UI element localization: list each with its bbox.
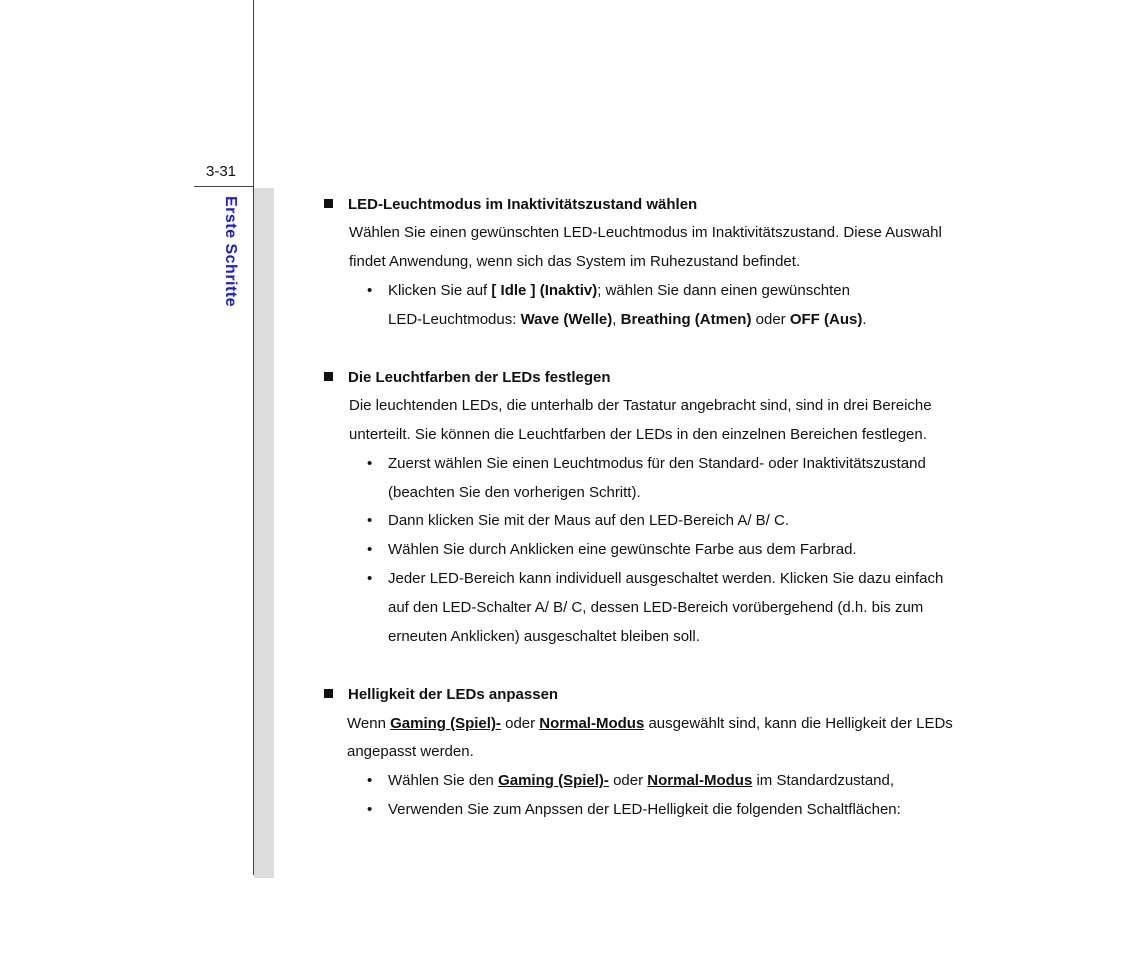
bullet-line: auf den LED-Schalter A/ B/ C, dessen LED-Bereich vorübergehend (d.h. bis zum xyxy=(388,599,924,616)
bullet-line: Jeder LED-Bereich kann individuell ausgeschaltet werden. Klicken Sie dazu einfach xyxy=(388,570,944,587)
bullet-icon: • xyxy=(367,455,373,472)
paragraph-line: angepasst werden. xyxy=(347,743,474,760)
bullet-line: (beachten Sie den vorherigen Schritt). xyxy=(388,484,641,501)
paragraph-line: Wählen Sie einen gewünschten LED-Leuchtmodus im Inaktivitätszustand. Diese Auswahl xyxy=(349,224,942,241)
bullet-line: Zuerst wählen Sie einen Leuchtmodus für den Standard- oder Inaktivitätszustand xyxy=(388,455,926,472)
bullet-icon: • xyxy=(367,541,373,558)
bullet-line: LED-Leuchtmodus: Wave (Welle), Breathing (Atmen) oder OFF (Aus). xyxy=(388,311,867,328)
bullet-line: Wählen Sie den Gaming (Spiel)- oder Normal-Modus im Standardzustand, xyxy=(388,772,895,789)
paragraph-line: findet Anwendung, wenn sich das System im Ruhezustand befindet. xyxy=(349,253,801,270)
bullet-line: erneuten Anklicken) ausgeschaltet bleiben soll. xyxy=(388,628,700,645)
bullet-line: Verwenden Sie zum Anpssen der LED-Helligkeit die folgenden Schaltflächen: xyxy=(388,801,901,818)
bullet-line: Klicken Sie auf [ Idle ] (Inaktiv); wählen Sie dann einen gewünschten xyxy=(388,282,850,299)
bullet-line: Wählen Sie durch Anklicken eine gewünschte Farbe aus dem Farbrad. xyxy=(388,541,857,558)
square-bullet-icon xyxy=(324,689,333,698)
square-bullet-icon xyxy=(324,199,333,208)
square-bullet-icon xyxy=(324,372,333,381)
bullet-icon: • xyxy=(367,512,373,529)
section-heading-text: Helligkeit der LEDs anpassen xyxy=(348,686,559,703)
bullet-icon: • xyxy=(367,282,373,299)
bullet-icon: • xyxy=(367,772,373,789)
paragraph-line: unterteilt. Sie können die Leuchtfarben der LEDs in den einzelnen Bereichen festlegen. xyxy=(349,426,927,443)
paragraph-line: Wenn Gaming (Spiel)- oder Normal-Modus ausgewählt sind, kann die Helligkeit der LEDs xyxy=(347,715,953,732)
bullet-icon: • xyxy=(367,570,373,587)
paragraph-line: Die leuchtenden LEDs, die unterhalb der Tastatur angebracht sind, sind in drei Bereiche xyxy=(349,397,932,414)
bullet-line: Dann klicken Sie mit der Maus auf den LED-Bereich A/ B/ C. xyxy=(388,512,790,529)
section-heading-text: Die Leuchtfarben der LEDs festlegen xyxy=(348,369,611,386)
chapter-label: Erste Schritte xyxy=(222,196,239,308)
bullet-icon: • xyxy=(367,801,373,818)
page-number: 3-31 xyxy=(206,163,237,180)
section-heading xyxy=(324,686,558,703)
section-heading-text: LED-Leuchtmodus im Inaktivitätszustand wählen xyxy=(348,196,698,213)
section-heading xyxy=(324,196,697,213)
section-heading xyxy=(324,369,611,386)
